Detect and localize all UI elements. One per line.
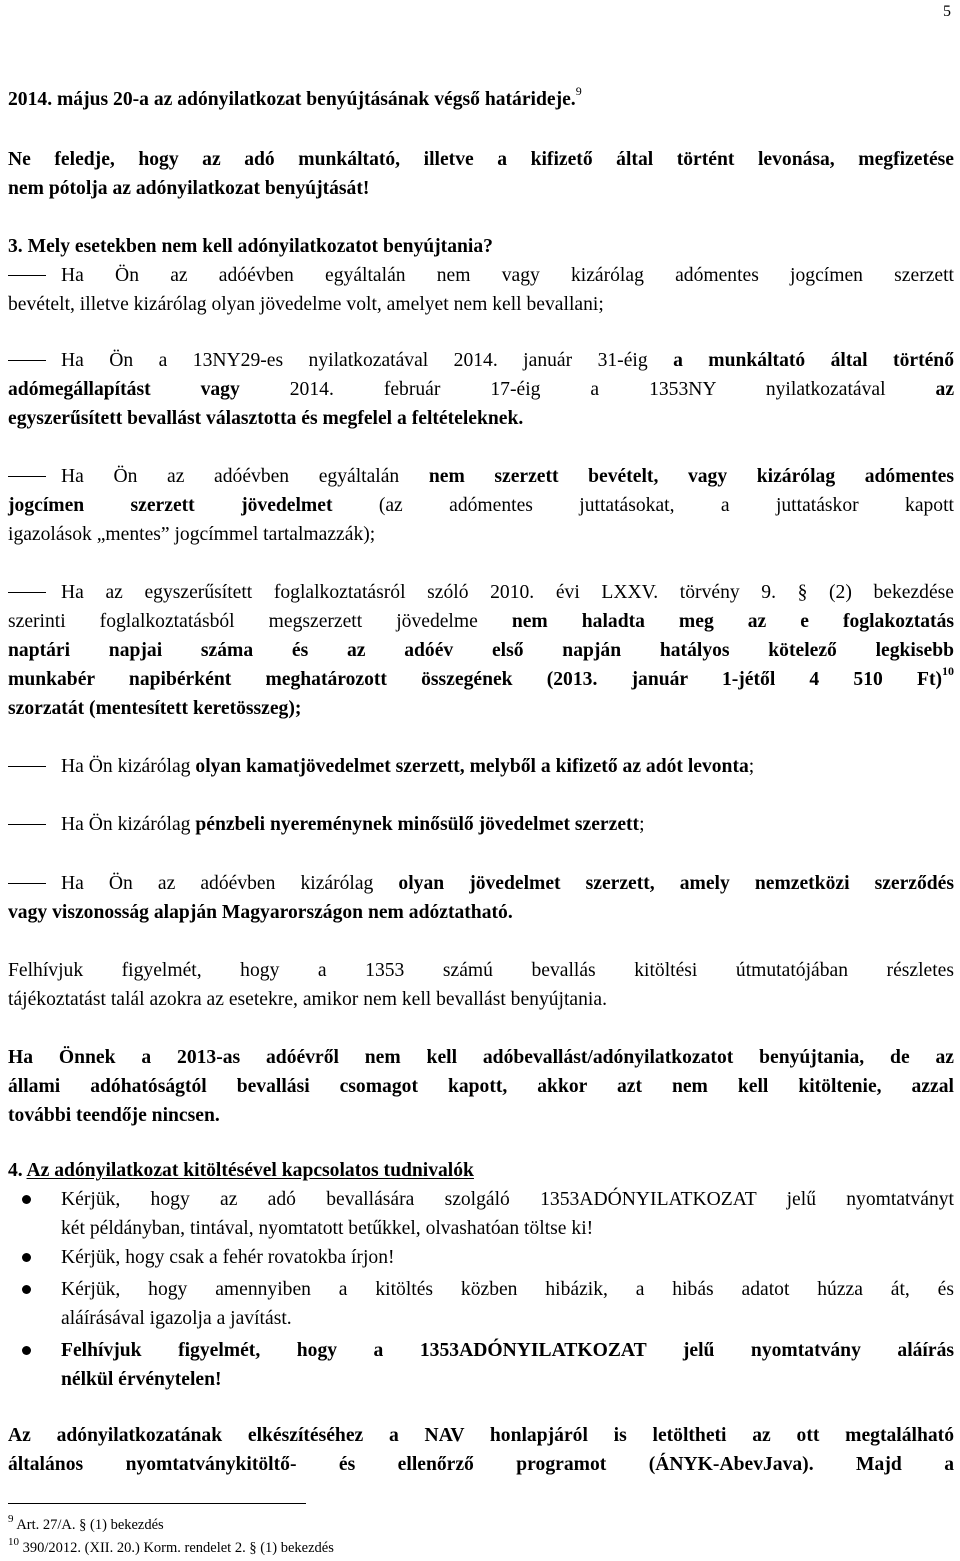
dash-marker: [8, 275, 46, 276]
bullet-1-line-1: Kérjük, hogy az adó bevallására szolgáló 1353ADÓNYILATKOZAT jelű nyomtatványt: [61, 1189, 954, 1210]
bullet-4-line-1: [61, 1336, 954, 1365]
item-5-text-a: Ha Ön kizárólag: [61, 756, 196, 777]
footnote-ref-10: 10: [942, 664, 954, 679]
bullet-marker: [22, 1285, 31, 1294]
item-4-text-a: szerinti foglalkoztatásból megszerzett jövedelme: [8, 611, 512, 632]
list-item: [8, 810, 954, 839]
section-4-heading: [8, 1156, 954, 1185]
bullet-item: [8, 1185, 954, 1214]
list-item: [8, 346, 954, 375]
bullet-item: [8, 1275, 954, 1304]
bullet-2-line-1: Kérjük, hogy csak a fehér rovatokba írjon!: [61, 1247, 395, 1268]
section-4-heading-text: Az adónyilatkozat kitöltésével kapcsolatos tudnivalók: [26, 1160, 474, 1181]
item-2-text-d: 2014. február 17-éig a 1353NY nyilatkozatával: [239, 379, 936, 400]
item-2-line-3: [8, 404, 954, 433]
dash-marker: [8, 883, 46, 884]
dash-marker: [8, 824, 46, 825]
reminder-text-2: nem pótolja az adónyilatkozat benyújtását!: [8, 178, 370, 199]
item-2-text-a: Ha Ön a 13NY29-es nyilatkozatával 2014. január 31-éig: [61, 350, 674, 371]
closing-line-1: [8, 1421, 954, 1450]
bullet-marker: [22, 1195, 31, 1204]
reminder-text-1: Ne feledje, hogy az adó munkáltató, illetve a kifizető által történt levonása, megfizetése: [8, 149, 954, 170]
list-item: [8, 578, 954, 607]
item-4-text-b: nem haladta meg az e foglakoztatás: [511, 611, 954, 632]
bullet-item: [8, 1243, 954, 1272]
item-7-text-c: vagy viszonosság alapján Magyarországon nem adóztatható.: [8, 902, 513, 923]
item-7-text-a: Ha Ön az adóévben kizárólag: [61, 873, 399, 894]
item-2-text-e: az: [935, 379, 955, 400]
item-5-line-1: [61, 752, 954, 781]
dash-marker: [8, 592, 46, 593]
item-4-line-2: [8, 607, 954, 636]
bullet-4-text-2: nélkül érvénytelen!: [61, 1369, 222, 1390]
package-note-text-3: további teendője nincsen.: [8, 1105, 220, 1126]
section-4-number: 4.: [8, 1160, 27, 1181]
reminder-line-1: [8, 145, 954, 174]
item-4-text-e: szorzatát (mentesített keretösszeg);: [8, 698, 302, 719]
item-1-line-1: Ha Ön az adóévben egyáltalán nem vagy kizárólag adómentes jogcímen szerzett: [61, 265, 954, 286]
footnote-9: [8, 1513, 164, 1534]
attention-line-1: Felhívjuk figyelmét, hogy a 1353 számú bevallás kitöltési útmutatójában részletes: [8, 960, 954, 981]
list-item: [8, 752, 954, 781]
item-2-line-2: [8, 375, 954, 404]
dash-marker: [8, 476, 46, 477]
attention-line-2: tájékoztatást talál azokra az esetekre, amikor nem kell bevallást benyújtania.: [8, 989, 607, 1010]
item-5-text-c: ;: [748, 756, 755, 777]
list-item: [8, 462, 954, 491]
item-2-text-c: adómegállapítást vagy: [8, 379, 240, 400]
closing-text-1: Az adónyilatkozatának elkészítéséhez a NAV honlapjáról is letöltheti az ott megtalálható: [8, 1425, 954, 1446]
list-item: [8, 869, 954, 898]
reminder-line-2: [8, 174, 954, 203]
item-6-text-c: ;: [639, 814, 645, 835]
closing-line-2: [8, 1450, 954, 1479]
item-3-line-3: igazolások „mentes” jogcímmel tartalmazzák);: [8, 524, 376, 545]
item-2-text-f: egyszerűsített bevallást választotta és megfelel a feltételeknek.: [8, 408, 524, 429]
item-3-text-d: (az adómentes juttatásokat, a juttatáskor kapott: [332, 495, 954, 516]
package-note-line-3: [8, 1101, 954, 1130]
item-1-line-2: bevételt, illetve kizárólag olyan jövedelme volt, amelyet nem kell bevallani;: [8, 294, 604, 315]
item-6-text-a: Ha Ön kizárólag: [61, 814, 196, 835]
item-4-text-d: munkabér napibérként meghatározott összegének (2013. január 1-jétől 4 510 Ft): [8, 669, 942, 690]
item-3-line-1: [61, 462, 954, 491]
section-3-heading: [8, 232, 954, 261]
bullet-3-line-2: aláírásával igazolja a javítást.: [61, 1308, 292, 1329]
bullet-4-text-1: Felhívjuk figyelmét, hogy a 1353ADÓNYILATKOZAT jelű nyomtatvány aláírás: [61, 1340, 954, 1361]
section-3-heading-text: 3. Mely esetekben nem kell adónyilatkozatot benyújtania?: [8, 236, 493, 257]
deadline-text: 2014. május 20-a az adónyilatkozat benyújtásának végső határideje.: [8, 89, 576, 110]
bullet-4-line-2: [61, 1365, 954, 1394]
page-number: 5: [943, 3, 951, 20]
bullet-marker: [22, 1346, 31, 1355]
footnote-ref-9: 9: [575, 84, 582, 99]
package-note-line-1: [8, 1043, 954, 1072]
item-6-line-1: [61, 810, 954, 839]
deadline-line: [8, 85, 954, 114]
dash-marker: [8, 766, 46, 767]
package-note-text-2: állami adóhatóságtól bevallási csomagot kapott, akkor azt nem kell kitöltenie, azzal: [8, 1076, 954, 1097]
item-4-line-1: Ha az egyszerűsített foglalkoztatásról szóló 2010. évi LXXV. törvény 9. § (2) bekezdése: [61, 582, 954, 603]
closing-text-2: általános nyomtatványkitöltő- és ellenőrző programot (ÁNYK-AbevJava). Majd a: [8, 1454, 954, 1475]
bullet-1-line-2: két példányban, tintával, nyomtatott betűkkel, olvashatóan töltse ki!: [61, 1218, 594, 1239]
footnote-10: [8, 1536, 334, 1557]
footnote-10-ref: 10: [8, 1536, 19, 1549]
item-7-line-1: [61, 869, 954, 898]
item-3-text-a: Ha Ön az adóévben egyáltalán: [61, 466, 429, 487]
item-4-line-4: [8, 665, 954, 694]
footnote-9-text: Art. 27/A. § (1) bekezdés: [16, 1517, 164, 1533]
bullet-3-line-1: Kérjük, hogy amennyiben a kitöltés közben hibázik, a hibás adatot húzza át, és: [61, 1279, 954, 1300]
item-3-line-2: [8, 491, 954, 520]
item-7-text-b: olyan jövedelmet szerzett, amely nemzetközi szerződés: [398, 873, 954, 894]
bullet-marker: [22, 1253, 31, 1262]
item-7-line-2: [8, 898, 954, 927]
package-note-line-2: [8, 1072, 954, 1101]
item-5-text-b: olyan kamatjövedelmet szerzett, melyből a kifizető az adót levonta: [195, 756, 749, 777]
item-2-text-b: a munkáltató által történő: [673, 350, 954, 371]
footnote-10-text: 390/2012. (XII. 20.) Korm. rendelet 2. § (1) bekezdés: [22, 1540, 334, 1556]
package-note-text-1: Ha Önnek a 2013-as adóévről nem kell adóbevallást/adónyilatkozatot benyújtania, de az: [8, 1047, 954, 1068]
item-2-line-1: [61, 346, 954, 375]
footnote-9-ref: 9: [8, 1513, 14, 1526]
item-4-text-c: naptári napjai száma és az adóév első napján hatályos kötelező legkisebb: [8, 640, 954, 661]
item-4-line-3: [8, 636, 954, 665]
item-3-text-c: jogcímen szerzett jövedelmet: [8, 495, 333, 516]
dash-marker: [8, 360, 46, 361]
item-6-text-b: pénzbeli nyereménynek minősülő jövedelmet szerzett: [195, 814, 640, 835]
footnote-separator: [8, 1503, 306, 1504]
item-3-text-b: nem szerzett bevételt, vagy kizárólag adómentes: [428, 466, 954, 487]
bullet-item: [8, 1336, 954, 1365]
item-4-line-5: [8, 694, 954, 723]
